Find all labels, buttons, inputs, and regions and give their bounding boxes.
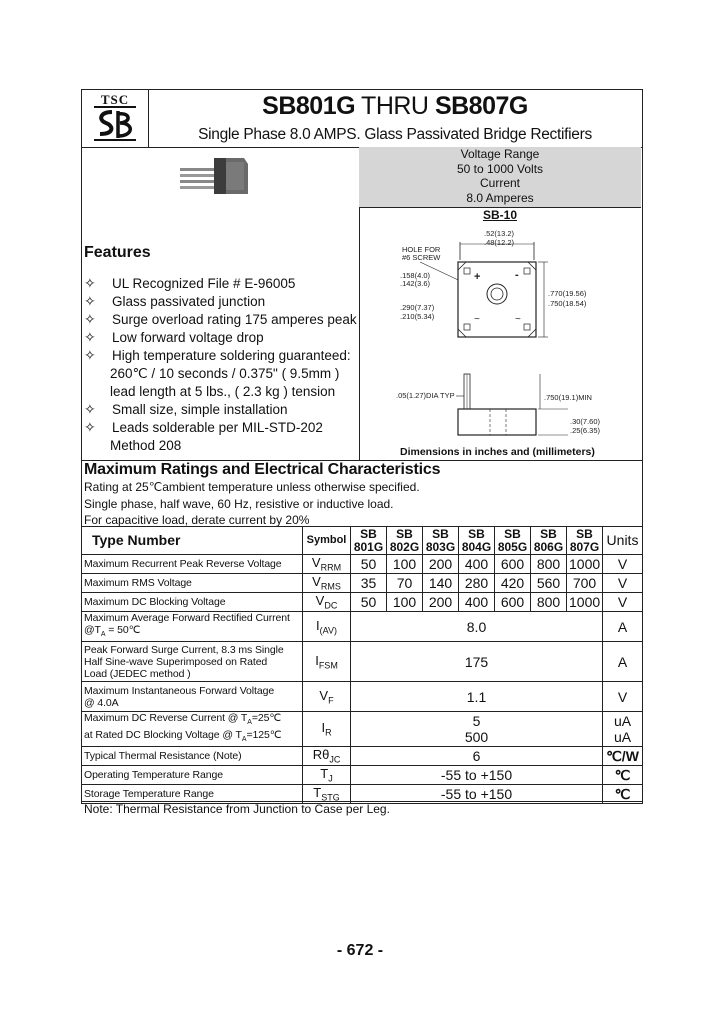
parameter-description: Maximum Recurrent Peak Reverse Voltage xyxy=(82,555,303,574)
unit-cell xyxy=(603,642,643,682)
description-line xyxy=(84,788,300,800)
ratings-heading: Maximum Ratings and Electrical Characteristics xyxy=(84,461,441,478)
part-prefix: SB xyxy=(576,526,593,541)
unit-text: ℃ xyxy=(614,766,631,783)
description-line xyxy=(84,769,300,781)
unit-text: uA xyxy=(613,713,632,730)
table-row xyxy=(82,555,643,574)
feature-item xyxy=(84,274,295,293)
parameter-description: Maximum DC Blocking Voltage xyxy=(82,593,303,612)
bullet-star-icon: ✧ xyxy=(84,347,96,363)
logo-mark-icon xyxy=(86,92,144,144)
table-row xyxy=(82,574,643,593)
feature-text: 260℃ / 10 seconds / 0.375" ( 9.5mm ) xyxy=(110,366,340,381)
value-cell: 1000 xyxy=(567,593,603,612)
voltage-range-label: Voltage Range xyxy=(460,147,540,161)
table-header-row xyxy=(82,527,643,555)
rating-note-2: Single phase, half wave, 60 Hz, resistive or inductive load. xyxy=(84,497,394,511)
voltage-range-box xyxy=(359,147,641,208)
value-cell: 100 xyxy=(387,593,423,612)
value-text: 500 xyxy=(464,729,489,746)
description-line xyxy=(84,624,300,641)
symbol-text: V xyxy=(319,687,329,703)
symbol-subscript: RMS xyxy=(320,581,341,592)
description-line xyxy=(84,729,300,746)
symbol-text: V xyxy=(315,593,325,609)
value-cell: 200 xyxy=(423,555,459,574)
type-number-header: Type Number xyxy=(82,527,303,555)
unit-text: V xyxy=(617,688,628,705)
logo-divider xyxy=(148,89,149,147)
description-text: Peak Forward Surge Current, 8.3 ms Single xyxy=(84,643,284,656)
symbol-subscript: J xyxy=(328,774,333,785)
table-row xyxy=(82,766,643,785)
value-cell: 280 xyxy=(459,574,495,593)
bullet-star-icon: ✧ xyxy=(84,419,96,435)
dim-top-width2: .48(12.2) xyxy=(484,238,515,247)
unit-cell xyxy=(603,682,643,712)
value-text: -55 to +150 xyxy=(440,767,513,784)
features-heading: Features xyxy=(84,244,151,261)
description-text: Typical Thermal Resistance (Note) xyxy=(84,750,242,763)
description-text: Operating Temperature Range xyxy=(84,769,223,782)
merged-value-cell xyxy=(351,712,603,747)
description-line xyxy=(84,712,300,729)
current-value: 8.0 Amperes xyxy=(466,190,534,205)
symbol-cell xyxy=(303,682,351,712)
description-line xyxy=(84,668,300,680)
parameter-description xyxy=(82,712,303,747)
value-cell: 560 xyxy=(531,574,567,593)
bullet-star-icon: ✧ xyxy=(84,293,96,309)
symbol-cell xyxy=(303,766,351,785)
part-suffix: 806G xyxy=(533,539,564,554)
description-text: Maximum Average Forward Rectified Current xyxy=(84,612,290,624)
description-text: Load (JEDEC method ) xyxy=(84,667,191,680)
description-text: =25℃ xyxy=(251,712,282,725)
dim-left4: .210(5.34) xyxy=(400,312,435,321)
units-header: Units xyxy=(603,527,643,555)
description-text: = 50℃ xyxy=(105,624,141,636)
dim-bot2: .25(6.35) xyxy=(570,426,601,435)
ratings-table xyxy=(81,526,643,804)
symbol-text: T xyxy=(320,766,329,782)
description-text: Maximum Instantaneous Forward Voltage xyxy=(84,684,275,697)
value-text: 175 xyxy=(464,653,489,670)
description-subscript: A xyxy=(100,631,106,639)
feature-text: Leads solderable per MIL-STD-202 xyxy=(112,420,323,435)
dim-top-width: .52(13.2) xyxy=(484,229,515,238)
unit-text: A xyxy=(617,618,628,635)
description-text: at Rated DC Blocking Voltage @ T xyxy=(84,729,242,742)
part-suffix: 801G xyxy=(353,539,384,554)
description-subscript: A xyxy=(247,719,252,727)
part-prefix: SB xyxy=(432,526,449,541)
description-subscript: A xyxy=(241,736,247,744)
dim-lead-dia: .05(1.27)DIA TYP xyxy=(396,391,455,400)
part-header xyxy=(423,527,459,555)
symbol-text: T xyxy=(313,785,322,801)
unit-cell: V xyxy=(603,574,643,593)
value-cell: 70 xyxy=(387,574,423,593)
unit-text: ℃/W xyxy=(606,747,639,764)
part-header xyxy=(567,527,603,555)
symbol-text: I xyxy=(316,617,320,633)
value-cell: 600 xyxy=(495,555,531,574)
parameter-description xyxy=(82,612,303,642)
bullet-star-icon: ✧ xyxy=(84,329,96,345)
part-header xyxy=(387,527,423,555)
feature-text: lead length at 5 lbs., ( 2.3 kg ) tension xyxy=(110,384,336,399)
terminal-ac1: ~ xyxy=(474,314,480,325)
description-text: @ 4.0A xyxy=(84,696,119,709)
package-dimension-drawing xyxy=(360,222,640,447)
part-prefix: SB xyxy=(504,526,521,541)
parameter-description xyxy=(82,747,303,766)
symbol-subscript: R xyxy=(325,727,332,738)
symbol-cell xyxy=(303,642,351,682)
unit-cell xyxy=(603,766,643,785)
table-row xyxy=(82,712,643,747)
merged-value-cell xyxy=(351,642,603,682)
value-cell: 700 xyxy=(567,574,603,593)
title-part1: SB801G xyxy=(262,92,356,120)
dim-right1: .770(19.56) xyxy=(548,289,587,298)
part-header xyxy=(351,527,387,555)
symbol-subscript: F xyxy=(328,695,334,706)
merged-value-cell xyxy=(351,766,603,785)
symbol-subscript: DC xyxy=(324,600,338,611)
parameter-description xyxy=(82,642,303,682)
symbol-cell xyxy=(303,574,351,593)
symbol-text: Rθ xyxy=(312,747,330,763)
page-subtitle: Single Phase 8.0 AMPS. Glass Passivated Bridge Rectifiers xyxy=(198,126,592,143)
part-suffix: 807G xyxy=(569,539,600,554)
bridge-rectifier-image xyxy=(178,152,258,202)
title-part2: SB807G xyxy=(434,92,528,120)
page-title xyxy=(150,92,640,121)
description-line xyxy=(84,697,300,709)
part-prefix: SB xyxy=(396,526,413,541)
merged-value-cell xyxy=(351,747,603,766)
table-row xyxy=(82,612,643,642)
tsc-logo xyxy=(86,92,144,144)
value-cell: 400 xyxy=(459,593,495,612)
dim-bot1: .30(7.60) xyxy=(570,417,601,426)
description-line xyxy=(84,656,300,668)
feature-text: Small size, simple installation xyxy=(112,402,288,417)
description-line xyxy=(84,685,300,697)
feature-item xyxy=(84,346,351,401)
part-prefix: SB xyxy=(540,526,557,541)
feature-item xyxy=(84,418,323,455)
value-cell: 35 xyxy=(351,574,387,593)
feature-text: Surge overload rating 175 amperes peak xyxy=(112,312,357,327)
description-text: =125℃ xyxy=(246,729,282,742)
value-cell: 1000 xyxy=(567,555,603,574)
symbol-text: V xyxy=(312,574,321,590)
value-text: -55 to +150 xyxy=(440,786,513,803)
symbol-header: Symbol xyxy=(303,527,351,555)
feature-item xyxy=(84,328,264,347)
unit-cell xyxy=(603,785,643,804)
rating-note-3: For capacitive load, derate current by 20% xyxy=(84,513,310,527)
part-suffix: 802G xyxy=(389,539,420,554)
value-cell: 140 xyxy=(423,574,459,593)
value-cell: 800 xyxy=(531,555,567,574)
table-row xyxy=(82,747,643,766)
value-cell: 400 xyxy=(459,555,495,574)
symbol-cell xyxy=(303,747,351,766)
symbol-subscript: STG xyxy=(321,793,340,804)
symbol-cell xyxy=(303,555,351,574)
rating-note-1: Rating at 25℃ambient temperature unless otherwise specified. xyxy=(84,480,420,494)
package-name: SB-10 xyxy=(482,208,517,222)
unit-cell xyxy=(603,747,643,766)
footnote: Note: Thermal Resistance from Junction to Case per Leg. xyxy=(84,802,390,816)
unit-cell xyxy=(603,712,643,747)
dim-hole2: #6 SCREW xyxy=(402,253,441,262)
value-cell: 50 xyxy=(351,555,387,574)
table-row xyxy=(82,785,643,804)
table-row xyxy=(82,593,643,612)
symbol-cell xyxy=(303,593,351,612)
value-text: 6 xyxy=(472,748,481,765)
symbol-text: V xyxy=(311,555,321,571)
unit-text: ℃ xyxy=(614,785,631,802)
part-suffix: 803G xyxy=(425,539,456,554)
symbol-subscript: FSM xyxy=(318,660,338,671)
dim-left3: .290(7.37) xyxy=(400,303,435,312)
unit-cell xyxy=(603,612,643,642)
symbol-text: I xyxy=(321,720,326,736)
parameter-description xyxy=(82,785,303,804)
symbol-cell xyxy=(303,612,351,642)
symbol-subscript: (AV) xyxy=(319,625,337,636)
bullet-star-icon: ✧ xyxy=(84,401,96,417)
feature-text: Glass passivated junction xyxy=(112,294,266,309)
merged-value-cell xyxy=(351,682,603,712)
symbol-subscript: JC xyxy=(329,755,341,766)
value-cell: 100 xyxy=(387,555,423,574)
feature-text: Method 208 xyxy=(110,438,182,453)
dimensions-caption: Dimensions in inches and (millimeters) xyxy=(400,446,595,458)
value-cell: 200 xyxy=(423,593,459,612)
parameter-description xyxy=(82,766,303,785)
feature-item xyxy=(84,292,265,311)
table-row xyxy=(82,682,643,712)
description-line xyxy=(84,612,300,624)
feature-text: Low forward voltage drop xyxy=(112,330,264,345)
description-text: Storage Temperature Range xyxy=(84,788,214,801)
part-suffix: 805G xyxy=(497,539,528,554)
voltage-range-value: 50 to 1000 Volts xyxy=(456,161,544,176)
bullet-star-icon: ✧ xyxy=(84,311,96,327)
dim-lead-len: .750(19.1)MIN xyxy=(544,393,592,402)
value-text: 1.1 xyxy=(466,688,487,705)
part-suffix: 804G xyxy=(461,539,492,554)
feature-text: High temperature soldering guaranteed: xyxy=(112,348,351,363)
feature-text: UL Recognized File # E-96005 xyxy=(112,276,296,291)
part-header xyxy=(459,527,495,555)
parameter-description xyxy=(82,682,303,712)
feature-item xyxy=(84,310,357,329)
symbol-text: I xyxy=(315,652,319,668)
page-number: - 672 - xyxy=(336,942,384,959)
value-text: 5 xyxy=(472,713,481,730)
dim-right2: .750(18.54) xyxy=(548,299,587,308)
value-cell: 50 xyxy=(351,593,387,612)
terminal-plus: + xyxy=(474,271,481,283)
merged-value-cell xyxy=(351,785,603,804)
description-line xyxy=(84,644,300,656)
dim-left2: .142(3.6) xyxy=(400,279,431,288)
merged-value-cell xyxy=(351,612,603,642)
description-line xyxy=(84,750,300,762)
part-header xyxy=(531,527,567,555)
dim-left1: .158(4.0) xyxy=(400,271,431,280)
table-row xyxy=(82,642,643,682)
bullet-star-icon: ✧ xyxy=(84,275,96,291)
part-prefix: SB xyxy=(360,526,377,541)
description-text: Maximum DC Reverse Current @ T xyxy=(84,712,248,725)
symbol-cell xyxy=(303,785,351,804)
parameter-description: Maximum RMS Voltage xyxy=(82,574,303,593)
unit-cell: V xyxy=(603,593,643,612)
description-text: Half Sine-wave Superimposed on Rated xyxy=(84,655,268,668)
title-thru: THRU xyxy=(355,92,435,120)
symbol-subscript: RRM xyxy=(320,562,342,573)
value-cell: 600 xyxy=(495,593,531,612)
unit-text: uA xyxy=(613,729,632,746)
value-text: 8.0 xyxy=(466,618,487,635)
part-header xyxy=(495,527,531,555)
part-prefix: SB xyxy=(468,526,485,541)
unit-text: A xyxy=(617,653,628,670)
logo-text: TSC xyxy=(100,92,130,107)
terminal-ac2: ~ xyxy=(515,314,521,325)
description-text: @T xyxy=(84,624,101,636)
feature-item xyxy=(84,400,288,419)
value-cell: 800 xyxy=(531,593,567,612)
unit-cell: V xyxy=(603,555,643,574)
current-label: Current xyxy=(479,176,520,190)
value-cell: 420 xyxy=(495,574,531,593)
terminal-minus: - xyxy=(515,269,519,281)
dim-hole: HOLE FOR xyxy=(402,245,441,254)
symbol-cell xyxy=(303,712,351,747)
